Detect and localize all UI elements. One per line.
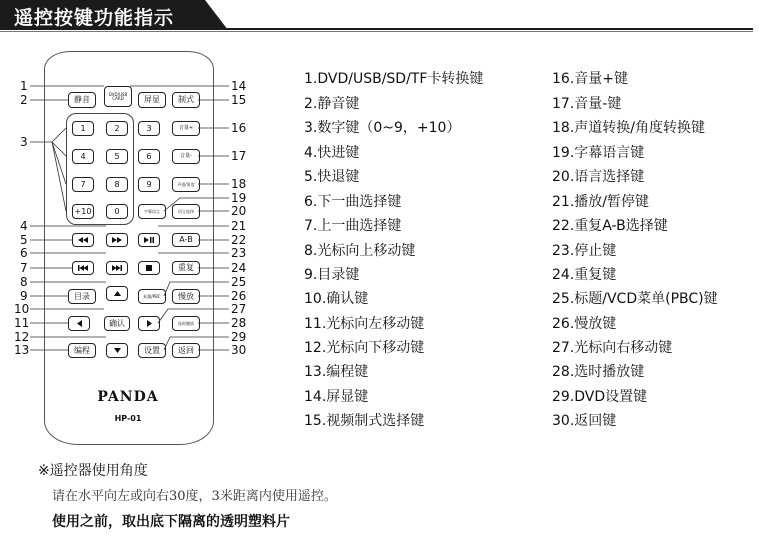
repeat-button[interactable]: 重复	[172, 261, 200, 275]
function-25: 25.标题/VCD菜单(PBC)键	[552, 291, 718, 307]
function-2: 2.静音键	[304, 96, 360, 112]
function-3: 3.数字键（0~9，+10）	[304, 120, 461, 136]
subtitle-button[interactable]: 字幕语言	[138, 204, 166, 219]
arrow-left-button[interactable]	[68, 316, 90, 331]
play-pause-icon	[144, 237, 154, 243]
function-28: 28.选时播放键	[552, 364, 645, 380]
remote-control-body	[44, 51, 214, 445]
model-number: HP-01	[114, 414, 142, 423]
number-7-button[interactable]: 7	[72, 177, 94, 192]
usage-angle-title: ※遥控器使用角度	[38, 463, 148, 479]
arrow-down-button[interactable]	[106, 343, 128, 358]
function-29: 29.DVD设置键	[552, 389, 648, 405]
stop-icon	[146, 265, 152, 271]
callout-7: 7	[20, 261, 28, 275]
callout-4: 4	[20, 219, 28, 233]
function-11: 11.光标向左移动键	[304, 316, 425, 332]
menu-button[interactable]: 目录	[68, 289, 96, 304]
arrow-up-icon	[114, 291, 121, 296]
audio-angle-button[interactable]: 声道/角度	[172, 177, 200, 192]
function-23: 23.停止键	[552, 243, 617, 259]
callout-18: 18	[231, 177, 247, 191]
number-9-button[interactable]: 9	[138, 177, 160, 192]
previous-icon	[78, 265, 88, 271]
back-button[interactable]: 返回	[172, 343, 200, 358]
slow-button[interactable]: 慢放	[172, 289, 200, 304]
callout-25: 25	[231, 275, 247, 289]
callout-27: 27	[231, 302, 247, 316]
plus-10-button[interactable]: +10	[72, 204, 94, 219]
function-20: 20.语言选择键	[552, 169, 645, 185]
header-rule	[222, 28, 753, 30]
callout-29: 29	[231, 330, 247, 344]
function-9: 9.目录键	[304, 267, 360, 283]
callout-20: 20	[231, 204, 247, 218]
callout-9: 9	[20, 289, 28, 303]
goto-button[interactable]: 选时播放	[172, 316, 200, 331]
function-5: 5.快退键	[304, 169, 360, 185]
rewind-icon	[78, 237, 88, 243]
callout-2: 2	[20, 93, 28, 107]
usage-angle-text: 请在水平向左或向右30度，3米距离内使用遥控。	[52, 489, 337, 504]
function-21: 21.播放/暂停键	[552, 194, 649, 210]
ab-repeat-button[interactable]: A-B	[172, 233, 200, 247]
callout-19: 19	[231, 191, 247, 205]
number-8-button[interactable]: 8	[106, 177, 128, 192]
fast-forward-button[interactable]	[106, 233, 128, 247]
callout-14: 14	[231, 79, 247, 93]
arrow-up-button[interactable]	[106, 286, 128, 301]
language-button[interactable]: 语言选择	[172, 204, 200, 219]
stop-button[interactable]	[138, 261, 160, 275]
function-4: 4.快进键	[304, 145, 360, 161]
page-title: 遥控按键功能指示	[14, 7, 175, 29]
number-0-button[interactable]: 0	[106, 204, 128, 219]
brand-logo: PANDA	[97, 389, 159, 405]
function-30: 30.返回键	[552, 413, 617, 429]
play-pause-button[interactable]	[138, 233, 160, 247]
number-2-button[interactable]: 2	[106, 121, 128, 136]
function-8: 8.光标向上移动键	[304, 243, 416, 259]
callout-10: 10	[14, 302, 30, 316]
arrow-left-icon	[77, 320, 82, 327]
callout-26: 26	[231, 289, 247, 303]
number-4-button[interactable]: 4	[72, 149, 94, 164]
number-5-button[interactable]: 5	[106, 149, 128, 164]
callout-21: 21	[231, 219, 247, 233]
function-15: 15.视频制式选择键	[304, 413, 425, 429]
callout-6: 6	[20, 246, 28, 260]
function-10: 10.确认键	[304, 291, 369, 307]
function-18: 18.声道转换/角度转换键	[552, 120, 705, 136]
arrow-down-icon	[114, 348, 121, 353]
display-button[interactable]: 屏显	[138, 92, 166, 108]
function-19: 19.字幕语言键	[552, 145, 645, 161]
tv-system-button[interactable]: 制式	[172, 92, 200, 108]
function-26: 26.慢放键	[552, 316, 617, 332]
volume-down-button[interactable]: 音量-	[172, 149, 200, 164]
callout-8: 8	[20, 275, 28, 289]
callout-5: 5	[20, 233, 28, 247]
battery-warning: 使用之前，取出底下隔离的透明塑料片	[52, 514, 290, 530]
enter-button[interactable]: 确认	[104, 316, 130, 331]
mute-button[interactable]: 静音	[68, 92, 96, 108]
function-12: 12.光标向下移动键	[304, 340, 425, 356]
function-14: 14.屏显键	[304, 389, 369, 405]
fast-forward-icon	[112, 237, 122, 243]
source-label-2: CARD	[112, 95, 124, 101]
previous-button[interactable]	[72, 261, 94, 275]
callout-30: 30	[231, 343, 247, 357]
arrow-right-icon	[147, 320, 152, 327]
callout-23: 23	[231, 246, 247, 260]
setup-button[interactable]: 设置	[138, 343, 166, 358]
callout-17: 17	[231, 149, 247, 163]
callout-22: 22	[231, 233, 247, 247]
callout-13: 13	[14, 343, 30, 357]
function-27: 27.光标向右移动键	[552, 340, 673, 356]
function-24: 24.重复键	[552, 267, 617, 283]
source-label-1: DVD/USB	[108, 91, 128, 97]
arrow-right-button[interactable]	[138, 316, 160, 331]
number-6-button[interactable]: 6	[138, 149, 160, 164]
function-6: 6.下一曲选择键	[304, 194, 402, 210]
volume-up-button[interactable]: 音量+	[172, 121, 200, 136]
callout-3: 3	[20, 135, 28, 149]
rewind-button[interactable]	[72, 233, 94, 247]
title-pbc-button[interactable]: 标题/PBC	[138, 289, 166, 304]
callout-24: 24	[231, 261, 247, 275]
function-13: 13.编程键	[304, 364, 369, 380]
callout-1: 1	[20, 79, 28, 93]
callout-16: 16	[231, 121, 247, 135]
function-22: 22.重复A-B选择键	[552, 218, 668, 234]
section-header	[0, 0, 759, 34]
callout-12: 12	[14, 330, 30, 344]
number-1-button[interactable]: 1	[72, 121, 94, 136]
callout-15: 15	[231, 93, 247, 107]
function-7: 7.上一曲选择键	[304, 218, 402, 234]
callout-11: 11	[14, 316, 30, 330]
next-button[interactable]	[106, 261, 128, 275]
function-17: 17.音量-键	[552, 96, 622, 112]
function-16: 16.音量+键	[552, 71, 628, 87]
number-3-button[interactable]: 3	[138, 121, 160, 136]
function-1: 1.DVD/USB/SD/TF卡转换键	[304, 71, 484, 87]
program-button[interactable]: 编程	[68, 343, 96, 358]
next-icon	[112, 265, 122, 271]
header-rule-thin	[0, 31, 753, 32]
source-button[interactable]	[104, 86, 132, 107]
callout-28: 28	[231, 316, 247, 330]
